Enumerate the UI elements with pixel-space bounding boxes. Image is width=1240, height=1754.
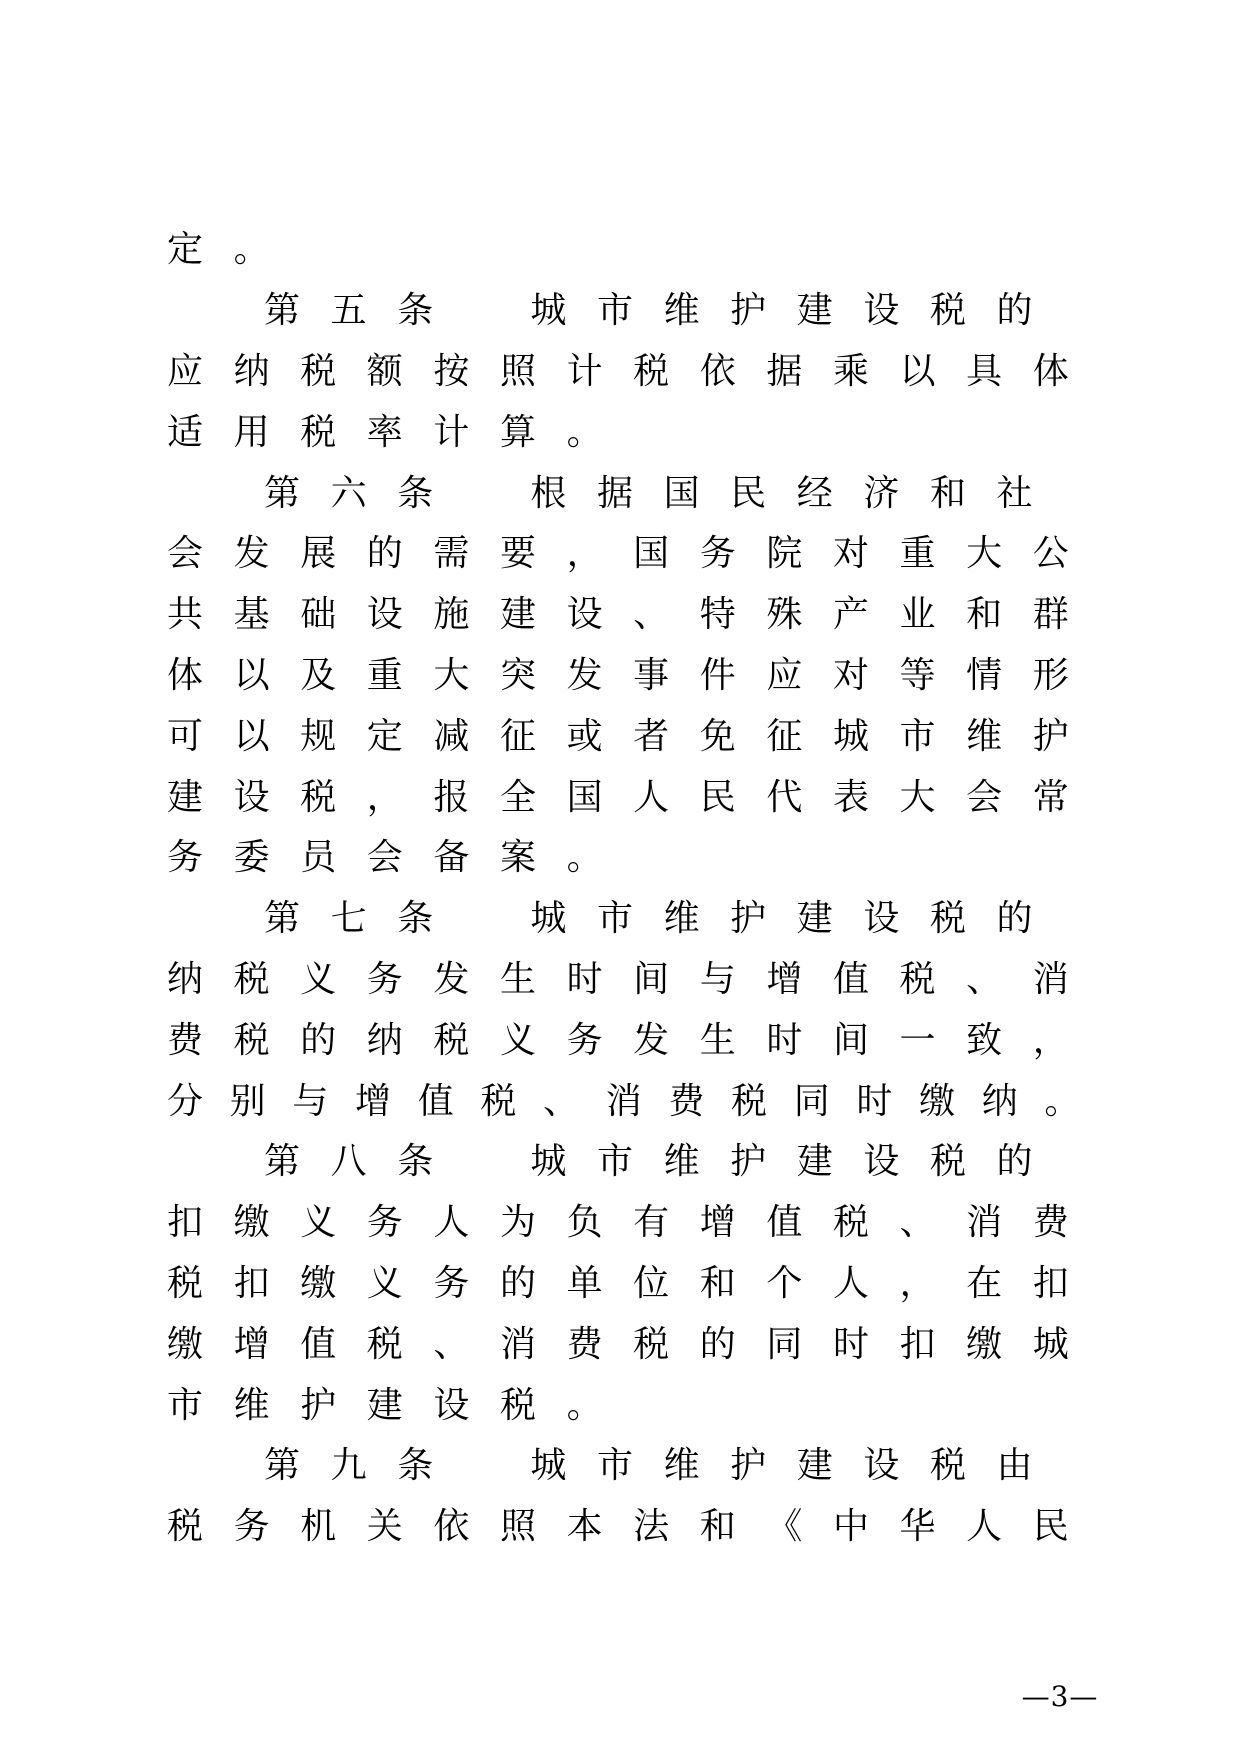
text-char: 和 [699, 1262, 736, 1304]
text-char: 具 [966, 350, 1003, 392]
text-char: 致 [966, 1019, 1003, 1061]
text-char: 者 [633, 715, 670, 757]
text-char: 第 [264, 898, 301, 940]
text-char: 维 [233, 1384, 270, 1426]
text-char: ， [1032, 1019, 1069, 1061]
text-char: 增 [233, 1323, 270, 1365]
text-char: 报 [433, 776, 470, 818]
text-char: 计 [566, 350, 603, 392]
text-char: 税 [480, 1080, 517, 1122]
text-char: 机 [300, 1506, 337, 1548]
text-char: 的 [499, 1262, 536, 1304]
text-char: 会 [167, 533, 204, 575]
text-char: 的 [366, 533, 403, 575]
text-char: 设 [433, 1384, 470, 1426]
text-line [167, 1193, 1107, 1254]
text-char: 消 [966, 1202, 1003, 1244]
text-char: 值 [766, 1202, 803, 1244]
text-char: 税 [167, 1262, 204, 1304]
text-char: 。 [566, 837, 603, 879]
text-char: 八 [330, 1141, 367, 1183]
text-char: 同 [766, 1323, 803, 1365]
text-char: 维 [966, 715, 1003, 757]
text-char: 大 [899, 776, 936, 818]
text-char: 护 [730, 1141, 767, 1183]
text-line [167, 950, 1107, 1011]
text-char: 税 [433, 1019, 470, 1061]
text-char: 照 [499, 1506, 536, 1548]
text-char: 税 [300, 776, 337, 818]
text-char: 征 [499, 715, 536, 757]
text-char: 根 [530, 472, 567, 514]
text-char: 税 [899, 958, 936, 1000]
text-line [167, 1436, 1107, 1497]
text-char: 案 [499, 837, 536, 879]
text-char: 分 [167, 1080, 204, 1122]
text-char: 按 [433, 350, 470, 392]
text-char: 减 [433, 715, 470, 757]
text-char: 重 [899, 533, 936, 575]
text-char: 的 [996, 898, 1033, 940]
text-char: 规 [300, 715, 337, 757]
text-char: 间 [633, 958, 670, 1000]
text-char: 务 [566, 1019, 603, 1061]
text-char: 同 [793, 1080, 830, 1122]
text-char: 六 [330, 472, 367, 514]
text-char: 务 [699, 533, 736, 575]
text-char: 事 [633, 654, 670, 696]
text-char: 时 [766, 1019, 803, 1061]
text-char: 生 [499, 958, 536, 1000]
text-char: 和 [966, 594, 1003, 636]
text-char: 或 [566, 715, 603, 757]
text-char: 城 [530, 898, 567, 940]
text-char: 共 [167, 594, 204, 636]
text-char: 护 [300, 1384, 337, 1426]
text-char: 以 [233, 654, 270, 696]
text-char: ， [566, 533, 603, 575]
text-char: 额 [366, 350, 403, 392]
text-char: 可 [167, 715, 204, 757]
text-char: 建 [167, 776, 204, 818]
text-char: 纳 [366, 1019, 403, 1061]
text-char: 增 [355, 1080, 392, 1122]
text-char: 中 [832, 1506, 869, 1548]
text-line [167, 220, 1107, 281]
text-char: 税 [233, 1019, 270, 1061]
text-char: 建 [796, 898, 833, 940]
text-line [167, 1010, 1107, 1071]
text-char: 社 [996, 472, 1033, 514]
text-line [167, 342, 1107, 403]
text-line [167, 402, 1107, 463]
text-char: 税 [929, 1445, 966, 1487]
text-char: 税 [366, 1323, 403, 1365]
text-char: 公 [1032, 533, 1069, 575]
text-char: 护 [730, 898, 767, 940]
text-char: 别 [229, 1080, 266, 1122]
body-text [167, 220, 1107, 1558]
text-char: 以 [899, 350, 936, 392]
text-char: 发 [433, 958, 470, 1000]
text-char: 位 [633, 1262, 670, 1304]
text-char: ， [899, 1262, 936, 1304]
text-char: 人 [633, 776, 670, 818]
text-char: 据 [766, 350, 803, 392]
text-char: 经 [796, 472, 833, 514]
text-char: 体 [167, 654, 204, 696]
text-char: 护 [730, 290, 767, 332]
text-char: 形 [1032, 654, 1069, 696]
text-char: 设 [863, 1445, 900, 1487]
text-line [167, 1254, 1107, 1315]
text-line [167, 767, 1107, 828]
text-char: 第 [264, 1141, 301, 1183]
text-char: 间 [832, 1019, 869, 1061]
text-char: 增 [699, 1202, 736, 1244]
text-line [167, 585, 1107, 646]
text-char: 乘 [832, 350, 869, 392]
text-char: 税 [832, 1202, 869, 1244]
text-char: 委 [233, 837, 270, 879]
text-char: 市 [596, 1445, 633, 1487]
text-char: 备 [433, 837, 470, 879]
text-char: 务 [167, 837, 204, 879]
text-char: 费 [566, 1323, 603, 1365]
text-char: 税 [633, 350, 670, 392]
text-char: 算 [499, 411, 536, 453]
text-char: 据 [596, 472, 633, 514]
text-char: 税 [300, 411, 337, 453]
text-char: 。 [566, 411, 603, 453]
text-char: 值 [832, 958, 869, 1000]
text-char: 突 [499, 654, 536, 696]
text-char: 发 [233, 533, 270, 575]
text-char: 依 [433, 1506, 470, 1548]
text-char: 税 [731, 1080, 768, 1122]
text-char: 九 [330, 1445, 367, 1487]
text-char: 设 [863, 1141, 900, 1183]
text-char: 扣 [1032, 1262, 1069, 1304]
text-char: 纳 [167, 958, 204, 1000]
text-char: 扣 [899, 1323, 936, 1365]
text-char: 缴 [919, 1080, 956, 1122]
text-char: 义 [499, 1019, 536, 1061]
text-char: 免 [699, 715, 736, 757]
text-char: 设 [863, 898, 900, 940]
text-char: 、 [899, 1202, 936, 1244]
text-char: 全 [499, 776, 536, 818]
text-line [167, 281, 1107, 342]
text-char: 照 [499, 350, 536, 392]
text-char: 展 [300, 533, 337, 575]
text-char: 单 [566, 1262, 603, 1304]
text-char: 、 [966, 958, 1003, 1000]
text-char: 华 [899, 1506, 936, 1548]
text-char: 人 [433, 1202, 470, 1244]
text-char: 特 [699, 594, 736, 636]
text-char: 有 [633, 1202, 670, 1244]
text-char: 为 [499, 1202, 536, 1244]
text-char: 群 [1032, 594, 1069, 636]
text-char: 会 [966, 776, 1003, 818]
text-char: 城 [530, 1141, 567, 1183]
text-char: 民 [730, 472, 767, 514]
text-char: 。 [566, 1384, 603, 1426]
text-char: 第 [264, 472, 301, 514]
text-char: 七 [330, 898, 367, 940]
text-char: 值 [417, 1080, 454, 1122]
text-char: 城 [832, 715, 869, 757]
text-char: 消 [605, 1080, 642, 1122]
text-char: 及 [300, 654, 337, 696]
text-char: 扣 [233, 1262, 270, 1304]
text-char: 、 [433, 1323, 470, 1365]
text-char: 本 [566, 1506, 603, 1548]
text-char: 建 [796, 1141, 833, 1183]
text-char: 国 [633, 533, 670, 575]
text-char: 以 [233, 715, 270, 757]
text-char: 义 [300, 958, 337, 1000]
text-char: 关 [366, 1506, 403, 1548]
text-char: 市 [596, 1141, 633, 1183]
text-char: 值 [300, 1323, 337, 1365]
text-char: 护 [730, 1445, 767, 1487]
text-char: 市 [596, 898, 633, 940]
text-char: 设 [366, 594, 403, 636]
text-char: 建 [366, 1384, 403, 1426]
text-char: 施 [433, 594, 470, 636]
text-char: 义 [300, 1202, 337, 1244]
text-char: 建 [499, 594, 536, 636]
text-char: 市 [899, 715, 936, 757]
text-char: 的 [699, 1323, 736, 1365]
text-char: 适 [167, 411, 204, 453]
text-char: 税 [929, 898, 966, 940]
text-char: 缴 [300, 1262, 337, 1304]
text-char: 五 [330, 290, 367, 332]
text-char: 和 [929, 472, 966, 514]
text-char: 务 [233, 1506, 270, 1548]
text-char: 常 [1032, 776, 1069, 818]
text-char: 体 [1032, 350, 1069, 392]
text-char: 第 [264, 1445, 301, 1487]
text-char: 增 [766, 958, 803, 1000]
text-char: 税 [499, 1384, 536, 1426]
text-char: 市 [167, 1384, 204, 1426]
text-char: 维 [663, 1445, 700, 1487]
text-char: 大 [433, 654, 470, 696]
text-line [167, 1497, 1107, 1558]
text-char: 民 [699, 776, 736, 818]
text-char: 要 [499, 533, 536, 575]
text-char: 大 [966, 533, 1003, 575]
text-char: 计 [433, 411, 470, 453]
text-char: 应 [766, 654, 803, 696]
text-char: 需 [433, 533, 470, 575]
text-char: 城 [530, 290, 567, 332]
text-char: 消 [1032, 958, 1069, 1000]
text-char: 率 [366, 411, 403, 453]
text-char: 国 [663, 472, 700, 514]
text-char: 税 [167, 1506, 204, 1548]
text-char: 税 [929, 1141, 966, 1183]
text-char: 时 [856, 1080, 893, 1122]
text-char: 扣 [167, 1202, 204, 1244]
text-char: 费 [167, 1019, 204, 1061]
text-char: 依 [699, 350, 736, 392]
text-char: 民 [1032, 1506, 1069, 1548]
text-char: 的 [996, 290, 1033, 332]
text-char: 征 [766, 715, 803, 757]
text-char: 设 [863, 290, 900, 332]
text-char: 发 [566, 654, 603, 696]
text-char: 基 [233, 594, 270, 636]
text-char: 条 [397, 472, 434, 514]
text-line [167, 1375, 1107, 1436]
text-char: 税 [633, 1323, 670, 1365]
text-line [167, 889, 1107, 950]
text-char: 法 [633, 1506, 670, 1548]
text-char: 条 [397, 1445, 434, 1487]
text-char: 业 [899, 594, 936, 636]
text-char: 缴 [167, 1323, 204, 1365]
text-char: 用 [233, 411, 270, 453]
text-char: 义 [366, 1262, 403, 1304]
text-char: 础 [300, 594, 337, 636]
text-char: 务 [433, 1262, 470, 1304]
text-char: 缴 [233, 1202, 270, 1244]
text-char: 城 [1032, 1323, 1069, 1365]
text-char: 会 [366, 837, 403, 879]
text-char: 重 [366, 654, 403, 696]
text-char: 缴 [966, 1323, 1003, 1365]
text-char: 一 [899, 1019, 936, 1061]
text-char: 条 [397, 290, 434, 332]
text-char: 应 [167, 350, 204, 392]
text-char: ， [366, 776, 403, 818]
text-char: 纳 [981, 1080, 1018, 1122]
text-char: 和 [699, 1506, 736, 1548]
text-char: 殊 [766, 594, 803, 636]
text-line [167, 463, 1107, 524]
text-char: 对 [832, 533, 869, 575]
text-char: 务 [366, 958, 403, 1000]
text-char: 时 [566, 958, 603, 1000]
text-char: 院 [766, 533, 803, 575]
text-char: 、 [543, 1080, 580, 1122]
text-char: 的 [996, 1141, 1033, 1183]
text-char: 条 [397, 1141, 434, 1183]
text-char: 定 [167, 229, 204, 271]
text-char: 个 [766, 1262, 803, 1304]
text-line [167, 1314, 1107, 1375]
text-char: 、 [633, 594, 670, 636]
text-char: 设 [566, 594, 603, 636]
text-char: 定 [366, 715, 403, 757]
text-char: 税 [233, 958, 270, 1000]
text-char: 第 [264, 290, 301, 332]
text-char: 税 [300, 350, 337, 392]
text-char: 在 [966, 1262, 1003, 1304]
text-char: 代 [766, 776, 803, 818]
text-char: 时 [832, 1323, 869, 1365]
text-char: 人 [966, 1506, 1003, 1548]
text-char: 纳 [233, 350, 270, 392]
text-char: 建 [796, 290, 833, 332]
text-line [167, 524, 1107, 585]
text-char: 员 [300, 837, 337, 879]
text-char: 条 [397, 898, 434, 940]
text-char: 维 [663, 290, 700, 332]
text-line [167, 1071, 1107, 1132]
text-char: 费 [668, 1080, 705, 1122]
text-char: 由 [996, 1445, 1033, 1487]
text-char: 等 [899, 654, 936, 696]
text-line [167, 646, 1107, 707]
text-char: 务 [366, 1202, 403, 1244]
text-char: 设 [233, 776, 270, 818]
text-char: 费 [1032, 1202, 1069, 1244]
text-char: 发 [633, 1019, 670, 1061]
text-char: 对 [832, 654, 869, 696]
text-char: 市 [596, 290, 633, 332]
text-char: 负 [566, 1202, 603, 1244]
text-line [167, 828, 1107, 889]
text-char: 。 [233, 229, 270, 271]
text-char: 生 [699, 1019, 736, 1061]
text-line [167, 706, 1107, 767]
page-number: —3— [1021, 1680, 1099, 1713]
text-char: 与 [292, 1080, 329, 1122]
text-char: 消 [499, 1323, 536, 1365]
text-char: 建 [796, 1445, 833, 1487]
text-char: 维 [663, 898, 700, 940]
text-char: 城 [530, 1445, 567, 1487]
text-char: 情 [966, 654, 1003, 696]
text-char: 国 [566, 776, 603, 818]
text-char: 产 [832, 594, 869, 636]
text-char: 表 [832, 776, 869, 818]
text-char: 人 [832, 1262, 869, 1304]
text-char: 税 [929, 290, 966, 332]
text-line [167, 1132, 1107, 1193]
text-char: 维 [663, 1141, 700, 1183]
text-char: 的 [300, 1019, 337, 1061]
text-char: 济 [863, 472, 900, 514]
text-char: 《 [766, 1506, 803, 1548]
text-char: 与 [699, 958, 736, 1000]
text-char: 护 [1032, 715, 1069, 757]
text-char: 件 [699, 654, 736, 696]
text-char: 。 [1044, 1080, 1081, 1122]
